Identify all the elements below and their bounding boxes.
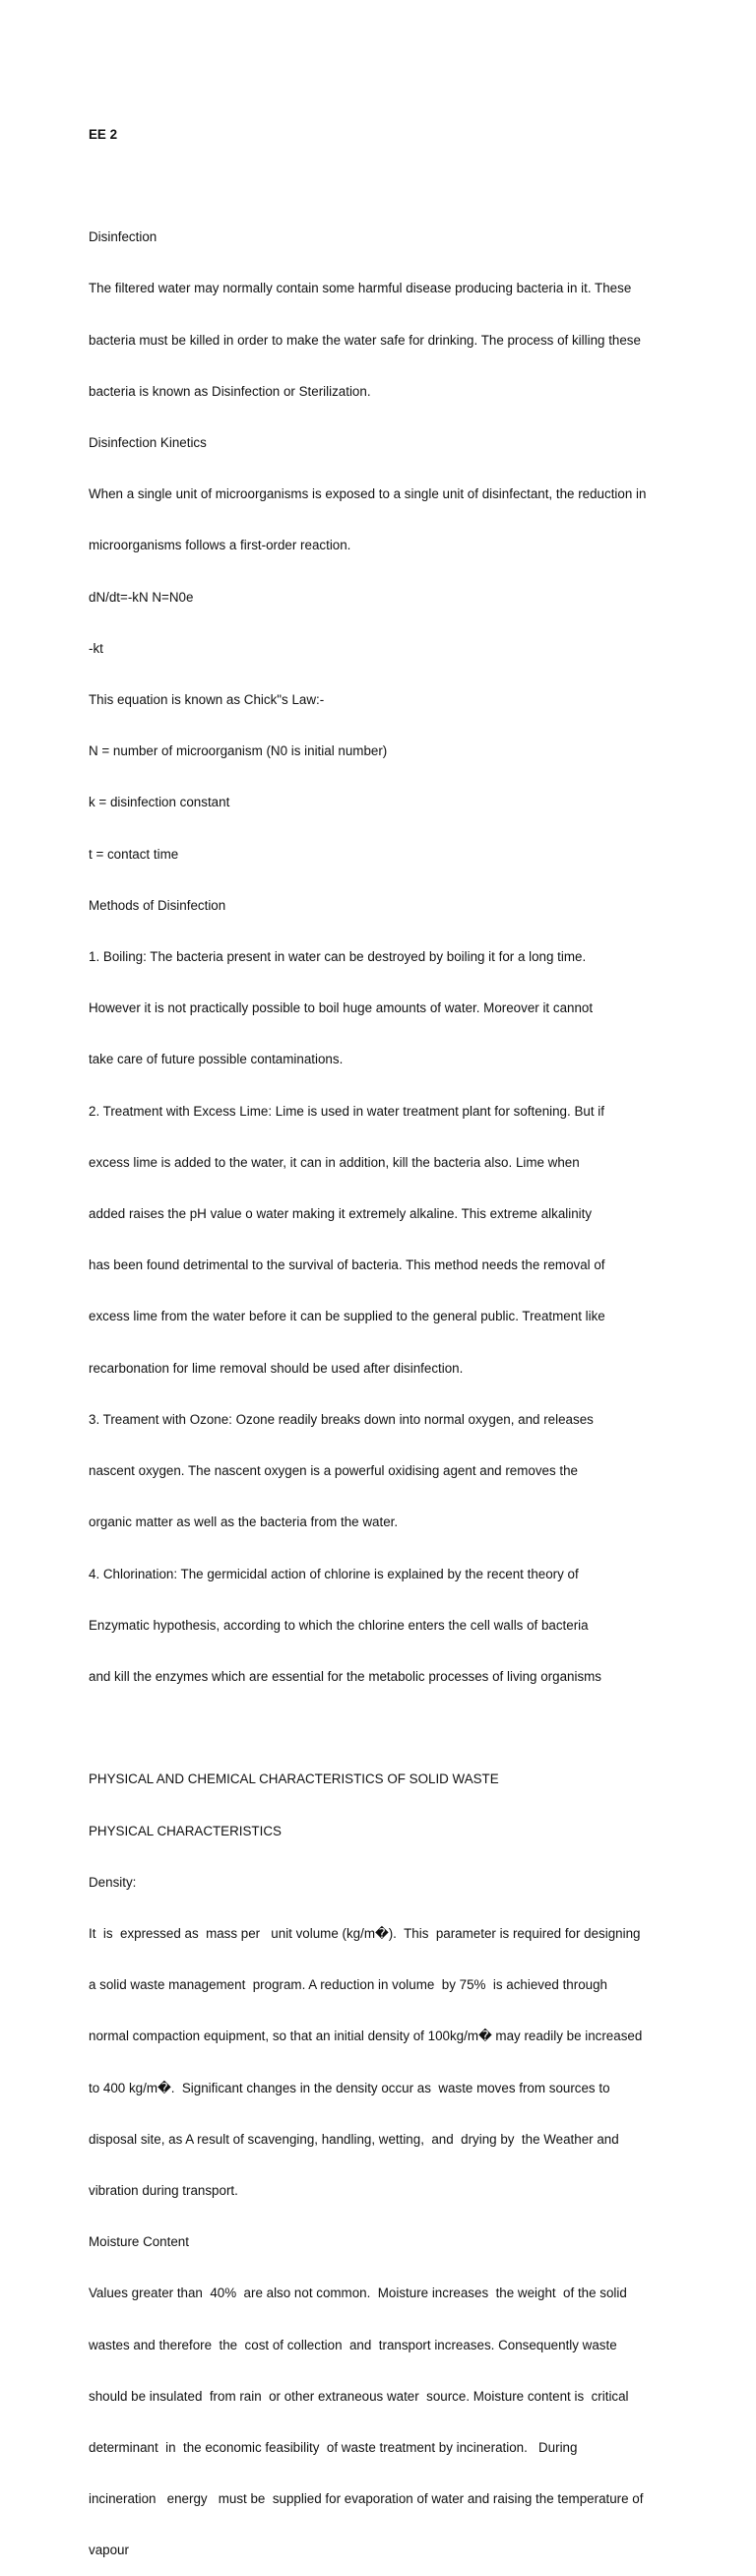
section-heading: PHYSICAL AND CHEMICAL CHARACTERISTICS OF SOLID WASTE bbox=[89, 1771, 499, 1787]
text-line: 4. Chlorination: The germicidal action of chlorine is explained by the recent theory of bbox=[89, 1566, 579, 1581]
text-line: bacteria is known as Disinfection or Sterilization. bbox=[89, 383, 371, 399]
text-line: nascent oxygen. The nascent oxygen is a powerful oxidising agent and removes the bbox=[89, 1463, 579, 1479]
text-line: take care of future possible contaminations. bbox=[89, 1052, 344, 1067]
text-line: organic matter as well as the bacteria from the water. bbox=[89, 1514, 399, 1530]
text-line: to 400 kg/m�. Significant changes in the density occur as waste moves from sources to bbox=[89, 2080, 610, 2095]
section-heading: Density: bbox=[89, 1874, 137, 1890]
text-line: N = number of microorganism (N0 is initial number) bbox=[89, 743, 388, 759]
text-line: When a single unit of microorganisms is exposed to a single unit of disinfectant, the reduction in bbox=[89, 486, 647, 502]
text-line: bacteria must be killed in order to make the water safe for drinking. The process of killing these bbox=[89, 332, 641, 348]
text-line: t = contact time bbox=[89, 846, 179, 862]
text-line: Values greater than 40% are also not common. Moisture increases the weight of the solid bbox=[89, 2286, 627, 2301]
text-line: determinant in the economic feasibility of waste treatment by incineration. During bbox=[89, 2439, 578, 2455]
text-line: 3. Treament with Ozone: Ozone readily breaks down into normal oxygen, and releases bbox=[89, 1411, 594, 1427]
text-line: vibration during transport. bbox=[89, 2182, 238, 2198]
section-heading: Disinfection bbox=[89, 229, 158, 245]
blank-line bbox=[89, 1719, 748, 1736]
text-line: microorganisms follows a first-order reaction. bbox=[89, 538, 351, 553]
section-heading: Disinfection Kinetics bbox=[89, 435, 207, 451]
text-line: and kill the enzymes which are essential for the metabolic processes of living organisms bbox=[89, 1668, 601, 1684]
text-line: vapour bbox=[89, 2543, 129, 2558]
text-line: a solid waste management program. A reduction in volume by 75% is achieved through bbox=[89, 1977, 607, 1993]
text-line: This equation is known as Chick"s Law:- bbox=[89, 692, 325, 708]
equation-exponent: -kt bbox=[89, 640, 103, 656]
text-line: The filtered water may normally contain some harmful disease producing bacteria in it. These bbox=[89, 281, 632, 296]
text-line: It is expressed as mass per unit volume (kg/m�). This parameter is required for designing bbox=[89, 1925, 641, 1941]
text-line: normal compaction equipment, so that an initial density of 100kg/m� may readily be increased bbox=[89, 2029, 643, 2044]
section-heading: PHYSICAL CHARACTERISTICS bbox=[89, 1823, 282, 1838]
text-line: k = disinfection constant bbox=[89, 795, 230, 810]
text-line: wastes and therefore the cost of collection and transport increases. Consequently waste bbox=[89, 2337, 617, 2352]
text-line: has been found detrimental to the survival of bacteria. This method needs the removal of bbox=[89, 1257, 605, 1273]
blank-line bbox=[89, 177, 748, 194]
document-title: EE 2 bbox=[89, 126, 118, 142]
text-line: excess lime from the water before it can be supplied to the general public. Treatment like bbox=[89, 1309, 605, 1324]
document-page bbox=[89, 92, 748, 2576]
section-heading: Methods of Disinfection bbox=[89, 897, 226, 913]
text-line: 2. Treatment with Excess Lime: Lime is used in water treatment plant for softening. But if bbox=[89, 1103, 604, 1119]
text-line: should be insulated from rain or other extraneous water source. Moisture content is critical bbox=[89, 2388, 629, 2404]
section-heading: Moisture Content bbox=[89, 2234, 189, 2250]
text-line: disposal site, as A result of scavenging, handling, wetting, and drying by the Weather and bbox=[89, 2131, 619, 2147]
text-line: recarbonation for lime removal should be used after disinfection. bbox=[89, 1360, 464, 1376]
text-line: However it is not practically possible to boil huge amounts of water. Moreover it cannot bbox=[89, 1000, 594, 1016]
text-line: incineration energy must be supplied for evaporation of water and raising the temperature of bbox=[89, 2491, 644, 2507]
text-line: added raises the pH value o water making it extremely alkaline. This extreme alkalinity bbox=[89, 1206, 593, 1222]
text-line: excess lime is added to the water, it can in addition, kill the bacteria also. Lime when bbox=[89, 1154, 580, 1170]
text-line: Enzymatic hypothesis, according to which the chlorine enters the cell walls of bacteria bbox=[89, 1617, 589, 1633]
equation-line: dN/dt=-kN N=N0e bbox=[89, 589, 194, 605]
text-line: 1. Boiling: The bacteria present in water can be destroyed by boiling it for a long time. bbox=[89, 949, 587, 965]
